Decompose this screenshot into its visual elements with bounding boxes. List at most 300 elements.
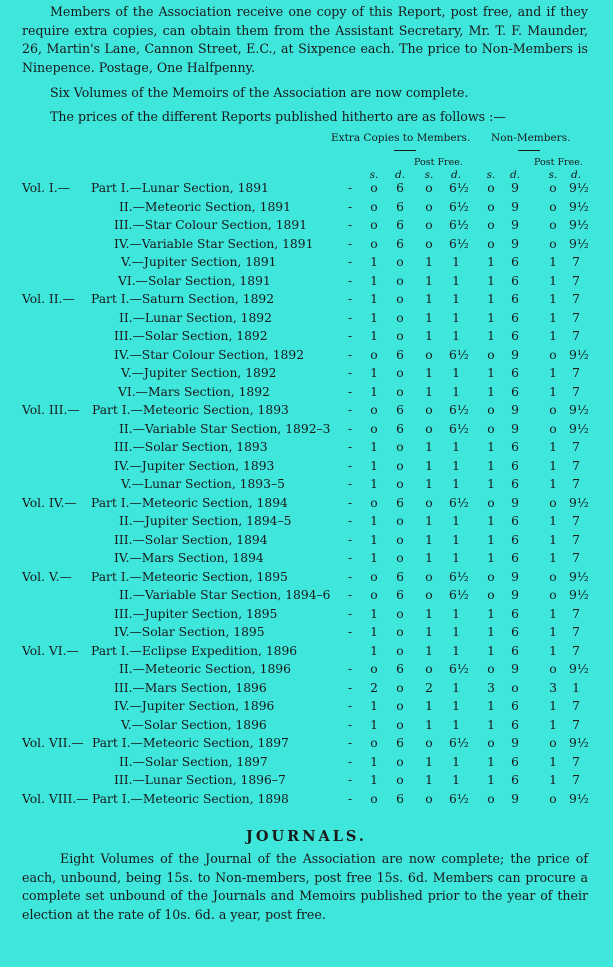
price-cell: 9 — [511, 181, 519, 195]
price-cell: o — [549, 569, 557, 584]
price-cell: 1 — [549, 717, 557, 732]
header-rule-2 — [518, 150, 540, 151]
price-cell: 6½ — [449, 403, 469, 417]
header-rule-1 — [394, 150, 416, 151]
unit-header: d. — [510, 169, 521, 181]
price-cell: o — [425, 791, 433, 806]
price-cell: 1 — [425, 477, 433, 491]
price-cell: o — [487, 199, 495, 214]
part-title: Part I.—Saturn Section, 1892 — [91, 292, 275, 306]
price-cell: o — [370, 495, 378, 510]
price-cell: 1 — [370, 292, 378, 306]
unit-header: d. — [451, 169, 462, 181]
price-cell: 6 — [511, 255, 519, 269]
price-cell: 1 — [370, 310, 378, 325]
part-title: Part I.—Meteoric Section, 1894 — [91, 495, 288, 510]
price-cell: o — [396, 625, 404, 639]
price-cell: 1 — [452, 514, 460, 528]
price-cell: o — [549, 199, 557, 214]
price-cell: o — [425, 199, 433, 214]
price-cell: o — [370, 236, 378, 251]
price-cell: 1 — [452, 384, 460, 399]
price-cell: o — [549, 662, 557, 676]
price-cell: 6½ — [449, 181, 469, 195]
table-row — [0, 348, 613, 366]
leader-dash: - — [348, 199, 353, 214]
price-cell: 1 — [370, 329, 378, 343]
price-cell: o — [487, 403, 495, 417]
price-cell: 1 — [425, 310, 433, 325]
volume-label: Vol. III.— — [22, 403, 80, 417]
price-cell: o — [370, 181, 378, 195]
price-cell: 9½ — [569, 736, 589, 750]
price-cell: 1 — [549, 532, 557, 547]
price-cell: 1 — [452, 292, 460, 306]
price-cell: 7 — [572, 699, 580, 713]
price-cell: 6 — [511, 551, 519, 565]
price-cell: 7 — [572, 625, 580, 639]
leader-dash: - — [348, 347, 353, 362]
price-cell: 1 — [549, 366, 557, 380]
part-title: V.—Solar Section, 1896 — [121, 717, 267, 732]
price-cell: o — [549, 588, 557, 602]
price-cell: 9½ — [569, 181, 589, 195]
price-cell: 7 — [572, 532, 580, 547]
price-cell: 1 — [370, 477, 378, 491]
table-row — [0, 237, 613, 255]
price-cell: 1 — [452, 773, 460, 787]
leader-dash: - — [348, 717, 353, 732]
part-title: V.—Jupiter Section, 1891 — [121, 255, 277, 269]
price-cell: 9½ — [569, 199, 589, 214]
price-cell: o — [487, 791, 495, 806]
leader-dash: - — [348, 403, 353, 417]
price-cell: 1 — [572, 680, 580, 695]
table-row — [0, 681, 613, 699]
price-cell: o — [370, 421, 378, 436]
price-cell: o — [396, 366, 404, 380]
price-cell: 1 — [452, 606, 460, 621]
table-row — [0, 403, 613, 421]
price-cell: o — [425, 588, 433, 602]
price-cell: 6 — [396, 199, 404, 214]
price-cell: 6 — [396, 218, 404, 232]
price-cell: 6½ — [449, 569, 469, 584]
price-cell: o — [370, 588, 378, 602]
price-cell: 1 — [487, 773, 495, 787]
price-cell: 1 — [452, 532, 460, 547]
price-cell: 6½ — [449, 421, 469, 436]
price-cell: 6 — [396, 662, 404, 676]
price-cell: 1 — [452, 551, 460, 565]
price-cell: 1 — [425, 773, 433, 787]
price-cell: 1 — [487, 384, 495, 399]
table-row — [0, 773, 613, 791]
price-cell: o — [396, 292, 404, 306]
price-cell: o — [370, 569, 378, 584]
part-title: IV.—Jupiter Section, 1896 — [114, 699, 275, 713]
price-cell: o — [370, 199, 378, 214]
price-cell: 1 — [425, 754, 433, 769]
price-cell: 1 — [487, 625, 495, 639]
price-cell: 6½ — [449, 736, 469, 750]
table-row — [0, 551, 613, 569]
price-cell: 1 — [487, 329, 495, 343]
price-cell: o — [487, 495, 495, 510]
price-cell: 7 — [572, 366, 580, 380]
price-cell: o — [425, 569, 433, 584]
price-cell: 1 — [549, 329, 557, 343]
price-cell: 9 — [511, 736, 519, 750]
price-cell: 1 — [487, 754, 495, 769]
part-title: IV.—Star Colour Section, 1892 — [114, 347, 305, 362]
part-title: IV.—Variable Star Section, 1891 — [114, 236, 314, 251]
leader-dash: - — [348, 255, 353, 269]
price-cell: o — [370, 791, 378, 806]
price-cell: 6 — [511, 329, 519, 343]
part-title: II.—Lunar Section, 1892 — [119, 310, 272, 325]
price-cell: o — [396, 329, 404, 343]
price-cell: 6 — [511, 440, 519, 454]
price-cell: o — [549, 736, 557, 750]
unit-header: s. — [424, 169, 434, 181]
price-cell: 6 — [511, 717, 519, 732]
table-row — [0, 607, 613, 625]
price-cell: 1 — [425, 625, 433, 639]
part-title: Part I.—Meteoric Section, 1898 — [92, 791, 289, 806]
price-cell: 1 — [370, 625, 378, 639]
price-cell: 1 — [487, 606, 495, 621]
price-cell: 1 — [452, 717, 460, 732]
price-cell: 9 — [511, 403, 519, 417]
price-cell: 9½ — [569, 569, 589, 584]
leader-dash: - — [348, 310, 353, 325]
price-cell: 1 — [549, 440, 557, 454]
table-row — [0, 459, 613, 477]
price-cell: o — [425, 236, 433, 251]
price-cell: 1 — [549, 292, 557, 306]
price-cell: 2 — [370, 680, 378, 695]
price-cell: 9 — [511, 347, 519, 362]
price-cell: 6 — [396, 791, 404, 806]
price-cell: 6½ — [449, 662, 469, 676]
table-row — [0, 255, 613, 273]
price-cell: 1 — [370, 273, 378, 288]
unit-header: d. — [571, 169, 582, 181]
leader-dash: - — [348, 606, 353, 621]
price-cell: 9 — [511, 569, 519, 584]
price-cell: 1 — [487, 699, 495, 713]
price-cell: 9 — [511, 588, 519, 602]
price-cell: 1 — [425, 717, 433, 732]
part-title: III.—Star Colour Section, 1891 — [114, 218, 308, 232]
price-cell: 1 — [487, 514, 495, 528]
price-cell: 1 — [487, 273, 495, 288]
volume-label: Vol. I.— — [22, 181, 70, 195]
price-cell: 6 — [511, 532, 519, 547]
price-cell: 9 — [511, 421, 519, 436]
price-cell: 1 — [370, 717, 378, 732]
price-cell: 1 — [370, 532, 378, 547]
price-cell: o — [487, 218, 495, 232]
journals-paragraph: Eight Volumes of the Journal of the Association are now complete; the price of each, unbound, being 15s. to Non-members, post free 15s. 6d. Members can procure a complete set unbound of the Journals and Memoirs published prior to the year of their election at the rate of 10s. 6d. a year, post free. — [22, 851, 588, 922]
price-cell: 3 — [549, 680, 557, 695]
price-cell: 1 — [425, 255, 433, 269]
table-row — [0, 792, 613, 810]
price-cell: 1 — [370, 606, 378, 621]
leader-dash: - — [348, 699, 353, 713]
table-row — [0, 366, 613, 384]
price-cell: o — [425, 421, 433, 436]
price-cell: 1 — [549, 643, 557, 658]
price-cell: o — [425, 495, 433, 510]
leader-dash: - — [348, 292, 353, 306]
price-cell: 1 — [370, 551, 378, 565]
price-cell: 1 — [425, 699, 433, 713]
journals-title: JOURNALS. — [246, 828, 367, 845]
part-title: Part I.—Eclipse Expedition, 1896 — [91, 643, 298, 658]
price-cell: 6½ — [449, 495, 469, 510]
price-cell: 1 — [425, 329, 433, 343]
price-cell: 6½ — [449, 791, 469, 806]
part-title: III.—Jupiter Section, 1895 — [114, 606, 278, 621]
price-cell: o — [487, 662, 495, 676]
price-cell: 1 — [370, 458, 378, 473]
price-cell: 1 — [425, 366, 433, 380]
unit-header: s. — [369, 169, 379, 181]
leader-dash: - — [348, 625, 353, 639]
price-cell: 1 — [370, 366, 378, 380]
price-cell: o — [549, 347, 557, 362]
price-cell: o — [396, 754, 404, 769]
leader-dash: - — [348, 736, 353, 750]
part-title: II.—Meteoric Section, 1896 — [119, 662, 291, 676]
header-extra-copies: Extra Copies to Members. — [331, 132, 471, 144]
price-cell: 1 — [370, 699, 378, 713]
six-volumes-note: Six Volumes of the Memoirs of the Association are now complete. — [50, 85, 469, 100]
table-row — [0, 329, 613, 347]
price-cell: 1 — [425, 606, 433, 621]
price-cell: 1 — [452, 273, 460, 288]
price-cell: 7 — [572, 477, 580, 491]
price-cell: 6½ — [449, 588, 469, 602]
price-cell: 1 — [487, 717, 495, 732]
price-cell: 6 — [396, 403, 404, 417]
price-cell: o — [396, 551, 404, 565]
price-cell: 6 — [396, 588, 404, 602]
leader-dash: - — [348, 532, 353, 547]
price-cell: 1 — [549, 477, 557, 491]
price-cell: 1 — [487, 292, 495, 306]
price-cell: 6 — [511, 292, 519, 306]
price-cell: 6 — [396, 347, 404, 362]
table-row — [0, 514, 613, 532]
price-cell: o — [396, 477, 404, 491]
price-cell: 6 — [396, 569, 404, 584]
price-cell: 1 — [487, 532, 495, 547]
price-cell: o — [396, 440, 404, 454]
leader-dash: - — [348, 273, 353, 288]
part-title: IV.—Solar Section, 1895 — [114, 625, 265, 639]
price-cell: 1 — [370, 514, 378, 528]
price-cell: 1 — [425, 440, 433, 454]
price-cell: o — [549, 403, 557, 417]
price-cell: o — [370, 403, 378, 417]
part-title: VI.—Mars Section, 1892 — [118, 384, 270, 399]
price-cell: 1 — [370, 643, 378, 658]
price-cell: 1 — [452, 754, 460, 769]
price-cell: 9½ — [569, 236, 589, 251]
price-cell: o — [487, 569, 495, 584]
price-cell: o — [425, 736, 433, 750]
part-title: II.—Variable Star Section, 1892–3 — [119, 421, 331, 436]
part-title: IV.—Jupiter Section, 1893 — [114, 458, 275, 473]
leader-dash: - — [348, 236, 353, 251]
part-title: II.—Variable Star Section, 1894–6 — [119, 588, 331, 602]
price-cell: 7 — [572, 329, 580, 343]
table-row — [0, 477, 613, 495]
price-cell: 9½ — [569, 347, 589, 362]
price-cell: o — [425, 662, 433, 676]
table-row — [0, 422, 613, 440]
price-cell: 1 — [452, 329, 460, 343]
price-cell: 6½ — [449, 199, 469, 214]
price-cell: 9 — [511, 662, 519, 676]
price-cell: 1 — [487, 551, 495, 565]
table-row — [0, 736, 613, 754]
unit-header: d. — [395, 169, 406, 181]
price-cell: 7 — [572, 310, 580, 325]
table-row — [0, 385, 613, 403]
part-title: Part I.—Meteoric Section, 1893 — [92, 403, 289, 417]
price-cell: 1 — [487, 255, 495, 269]
prices-intro: The prices of the different Reports published hitherto are as follows :— — [50, 109, 506, 124]
price-cell: 1 — [487, 366, 495, 380]
table-row — [0, 274, 613, 292]
price-cell: o — [425, 347, 433, 362]
price-cell: 9 — [511, 199, 519, 214]
volume-label: Vol. VI.— — [22, 643, 79, 658]
price-cell: o — [425, 218, 433, 232]
price-cell: 1 — [452, 310, 460, 325]
price-cell: o — [396, 773, 404, 787]
price-cell: o — [549, 236, 557, 251]
price-cell: o — [396, 532, 404, 547]
price-cell: 6 — [511, 606, 519, 621]
price-cell: 7 — [572, 773, 580, 787]
price-cell: o — [396, 458, 404, 473]
header-non-members: Non-Members. — [491, 132, 571, 144]
header-post-free-2: Post Free. — [534, 157, 583, 168]
header-post-free-1: Post Free. — [414, 157, 463, 168]
price-cell: 1 — [549, 458, 557, 473]
price-cell: 1 — [425, 514, 433, 528]
table-row — [0, 533, 613, 551]
price-cell: 7 — [572, 754, 580, 769]
price-cell: o — [549, 421, 557, 436]
price-cell: 7 — [572, 643, 580, 658]
price-cell: 6 — [511, 754, 519, 769]
price-cell: 6 — [396, 495, 404, 510]
leader-dash: - — [348, 773, 353, 787]
price-cell: 9½ — [569, 421, 589, 436]
price-cell: o — [396, 514, 404, 528]
leader-dash: - — [348, 440, 353, 454]
price-cell: o — [396, 310, 404, 325]
price-cell: 6 — [511, 643, 519, 658]
price-cell: 6 — [511, 273, 519, 288]
price-cell: 1 — [549, 606, 557, 621]
part-title: III.—Mars Section, 1896 — [114, 680, 267, 695]
price-cell: 1 — [452, 440, 460, 454]
table-row — [0, 625, 613, 643]
price-cell: 1 — [549, 273, 557, 288]
price-cell: 6 — [511, 773, 519, 787]
price-cell: 3 — [487, 680, 495, 695]
part-title: III.—Solar Section, 1893 — [114, 440, 268, 454]
price-cell: 1 — [549, 699, 557, 713]
price-cell: 9½ — [569, 495, 589, 510]
leader-dash: - — [348, 754, 353, 769]
price-cell: o — [396, 643, 404, 658]
price-cell: 6 — [511, 477, 519, 491]
price-cell: 1 — [487, 643, 495, 658]
leader-dash: - — [348, 181, 353, 195]
price-cell: 1 — [549, 754, 557, 769]
price-cell: 1 — [425, 551, 433, 565]
price-cell: 9½ — [569, 403, 589, 417]
price-cell: o — [487, 347, 495, 362]
price-cell: 7 — [572, 292, 580, 306]
price-cell: 1 — [452, 477, 460, 491]
unit-header: s. — [548, 169, 558, 181]
price-cell: o — [549, 181, 557, 195]
price-cell: o — [370, 347, 378, 362]
part-title: V.—Jupiter Section, 1892 — [121, 366, 277, 380]
table-row — [0, 699, 613, 717]
part-title: Part I.—Meteoric Section, 1897 — [92, 736, 289, 750]
price-cell: 7 — [572, 255, 580, 269]
price-cell: o — [396, 384, 404, 399]
table-row — [0, 292, 613, 310]
price-cell: 7 — [572, 514, 580, 528]
volume-label: Vol. IV.— — [22, 495, 77, 510]
price-cell: 6 — [511, 366, 519, 380]
price-cell: 7 — [572, 458, 580, 473]
price-cell: 1 — [452, 625, 460, 639]
price-cell: 1 — [487, 458, 495, 473]
price-cell: 1 — [549, 310, 557, 325]
intro-paragraph: Members of the Association receive one copy of this Report, post free, and if they require extra copies, can obtain them from the Assistant Secretary, Mr. T. F. Maunder, 26, Martin's Lane, Cannon Street, E.C., at Sixpence each. The price to Non-Members is Ninepence. Postage, One Halfpenny. — [22, 4, 588, 75]
price-cell: 7 — [572, 717, 580, 732]
volume-label: Vol. V.— — [22, 569, 72, 584]
leader-dash: - — [348, 569, 353, 584]
price-cell: o — [487, 181, 495, 195]
part-title: IV.—Mars Section, 1894 — [114, 551, 264, 565]
leader-dash: - — [348, 495, 353, 510]
leader-dash: - — [348, 477, 353, 491]
price-cell: 1 — [549, 625, 557, 639]
price-cell: 1 — [549, 514, 557, 528]
price-cell: o — [425, 403, 433, 417]
price-cell: 1 — [370, 773, 378, 787]
table-row — [0, 496, 613, 514]
price-cell: 6½ — [449, 347, 469, 362]
part-title: III.—Solar Section, 1892 — [114, 329, 268, 343]
price-cell: 6 — [396, 736, 404, 750]
price-cell: 6 — [511, 625, 519, 639]
part-title: VI.—Solar Section, 1891 — [118, 273, 271, 288]
